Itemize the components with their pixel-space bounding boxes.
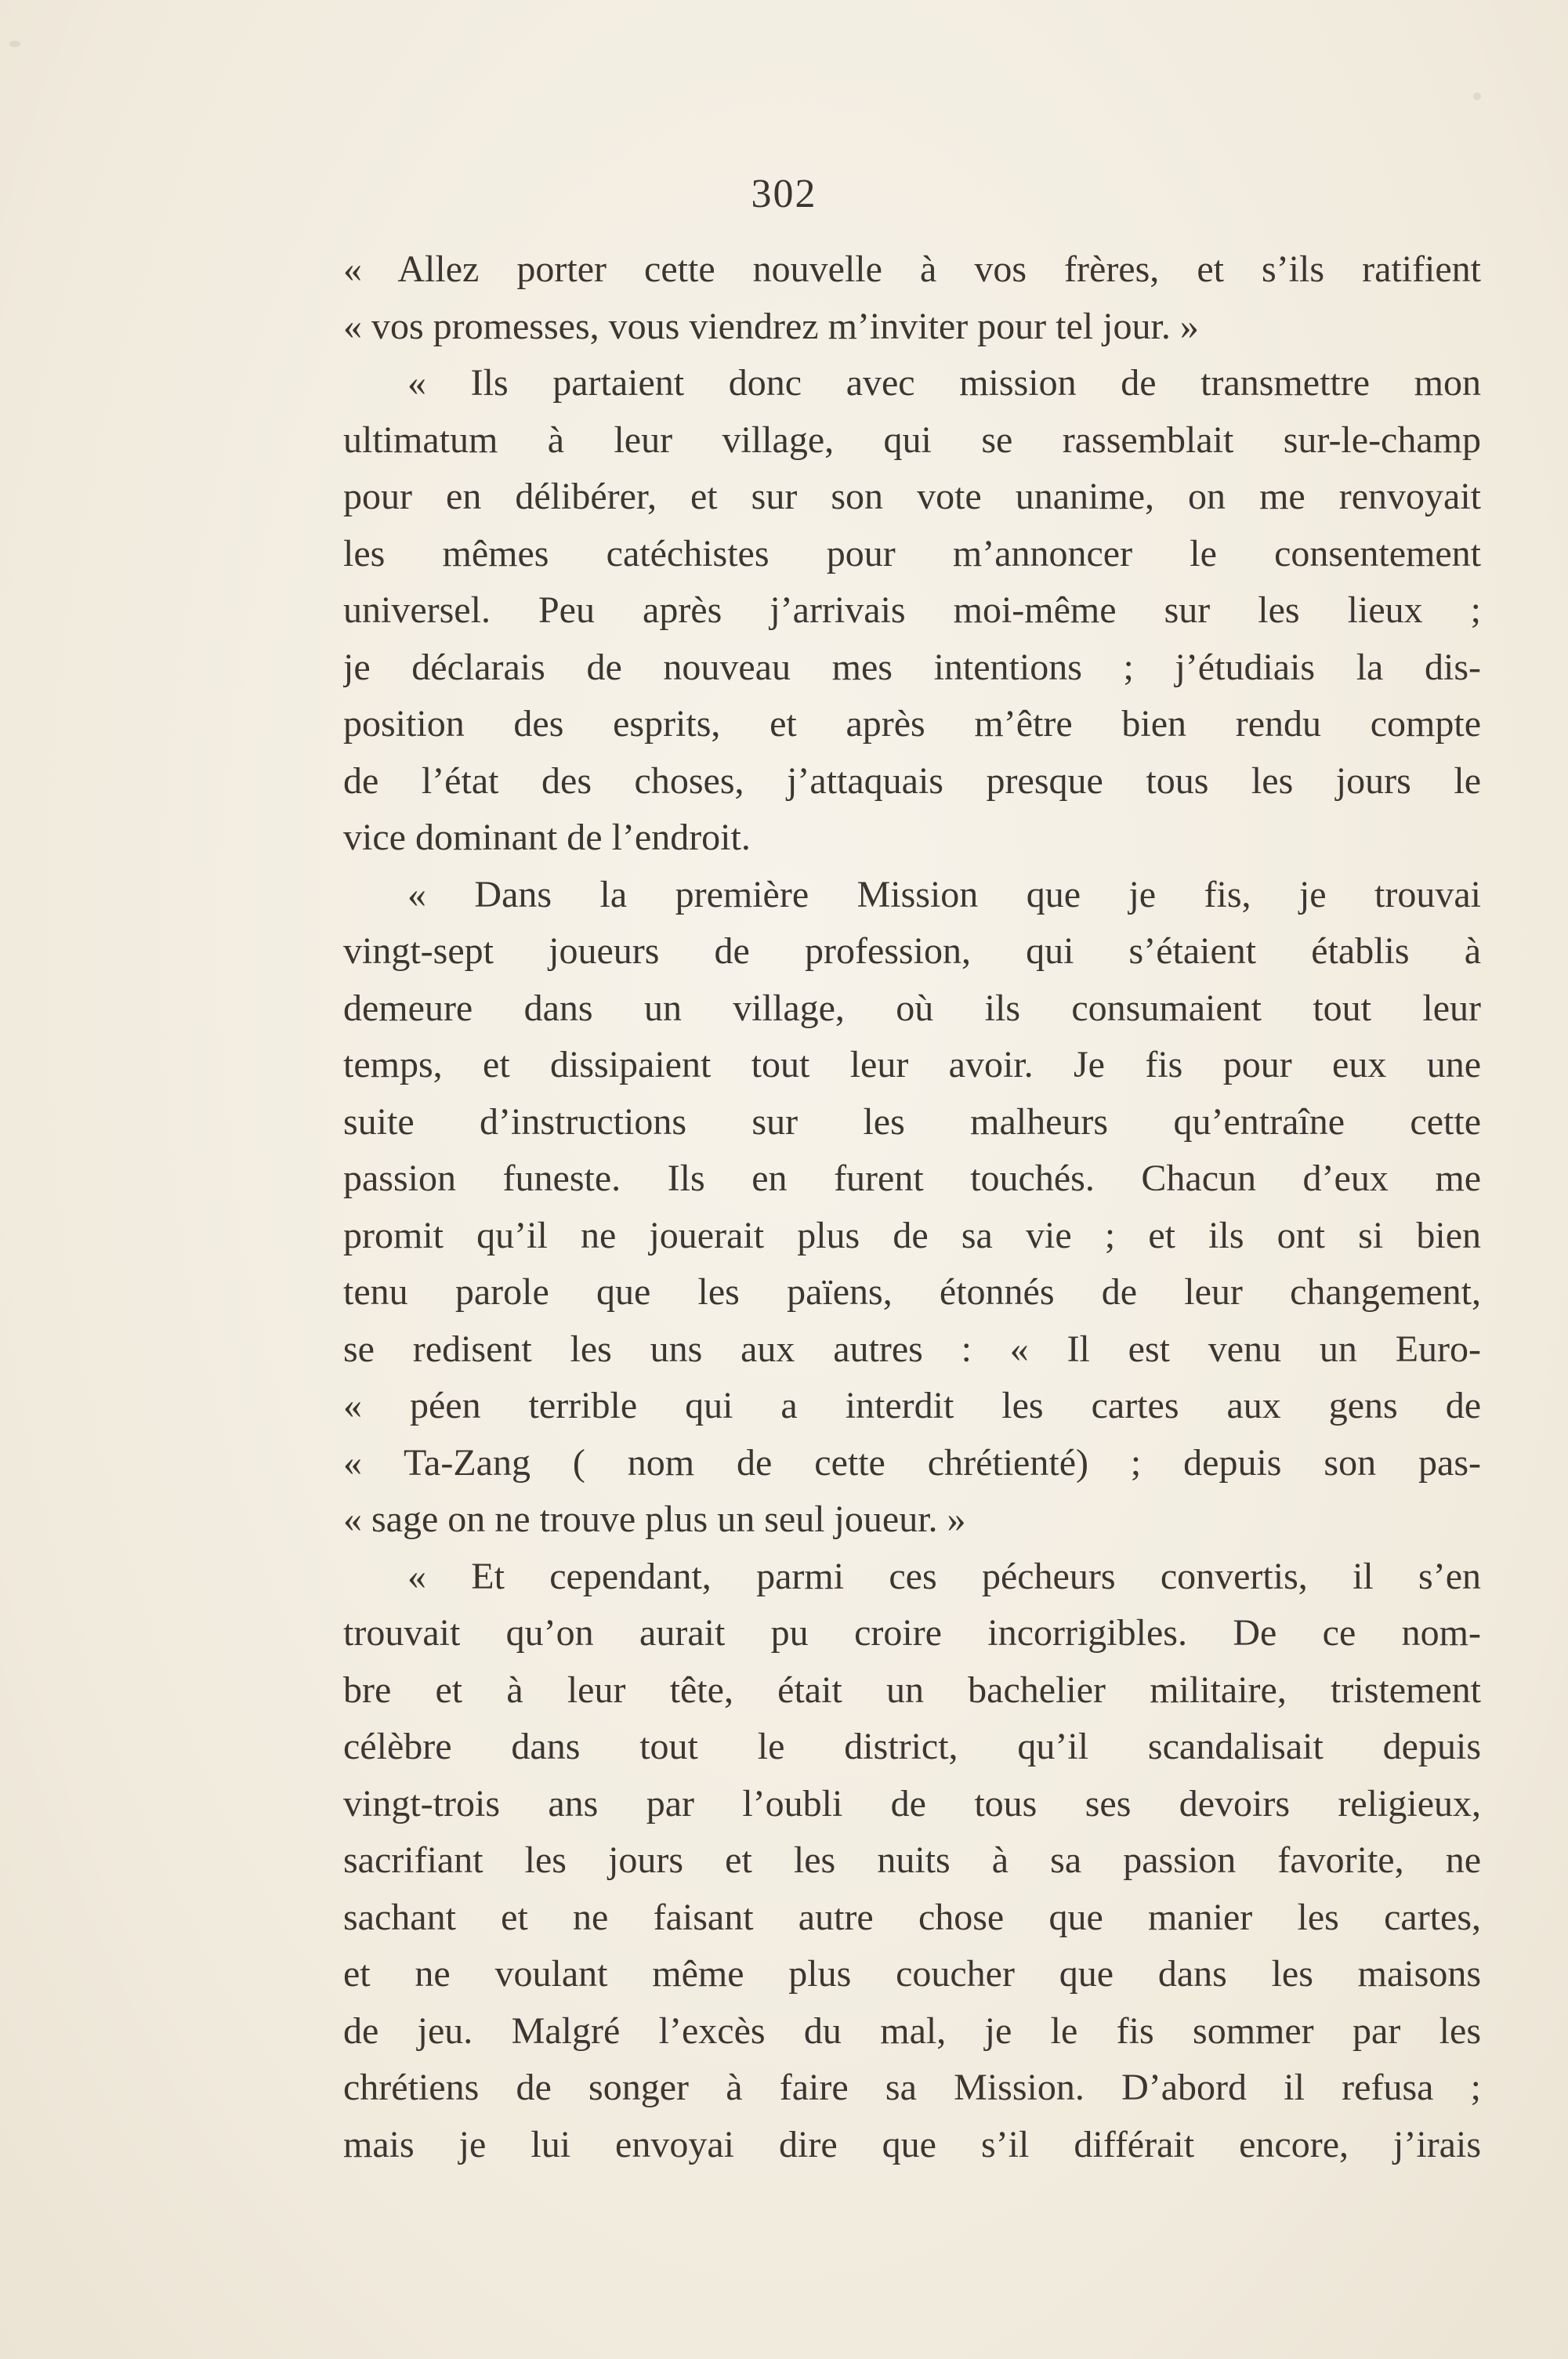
text-line: demeure dans un village, où ils consumaient tout leur bbox=[343, 987, 1481, 1029]
text-line: suite d’instructions sur les malheurs qu’entraîne cette bbox=[343, 1100, 1481, 1143]
text-line: « Ta-Zang ( nom de cette chrétienté) ; depuis son pas- bbox=[343, 1441, 1481, 1484]
text-line: et ne voulant même plus coucher que dans les maisons bbox=[343, 1953, 1481, 1995]
text-line: chrétiens de songer à faire sa Mission. D’abord il refusa ; bbox=[343, 2067, 1481, 2108]
text-line: sachant et ne faisant autre chose que manier les cartes, bbox=[343, 1896, 1481, 1938]
text-line: « Et cependant, parmi ces pécheurs convertis, il s’en bbox=[407, 1555, 1481, 1597]
text-line: « vos promesses, vous viendrez m’inviter pour tel jour. » bbox=[343, 305, 1199, 347]
text-line: vingt-trois ans par l’oubli de tous ses devoirs religieux, bbox=[343, 1782, 1481, 1825]
text-line: « Dans la première Mission que je fis, je trouvai bbox=[407, 873, 1481, 915]
text-line: « Allez porter cette nouvelle à vos frères, et s’ils ratifient bbox=[343, 248, 1481, 290]
text-line: trouvait qu’on aurait pu croire incorrigibles. De ce nom- bbox=[343, 1612, 1481, 1654]
text-line: de l’état des choses, j’attaquais presque tous les jours le bbox=[343, 759, 1481, 802]
text-line: sacrifiant les jours et les nuits à sa passion favorite, ne bbox=[343, 1839, 1481, 1881]
page-stain bbox=[9, 41, 20, 47]
body-text bbox=[343, 241, 1481, 2173]
text-line: « sage on ne trouve plus un seul joueur. » bbox=[343, 1498, 966, 1540]
text-line: je déclarais de nouveau mes intentions ; j’étudiais la dis- bbox=[343, 646, 1481, 688]
text-line: universel. Peu après j’arrivais moi-même sur les lieux ; bbox=[343, 589, 1481, 631]
text-line: célèbre dans tout le district, qu’il scandalisait depuis bbox=[343, 1726, 1481, 1767]
page-stain bbox=[1473, 92, 1481, 100]
text-line: les mêmes catéchistes pour m’annoncer le consentement bbox=[343, 532, 1481, 574]
text-line: mais je lui envoyai dire que s’il différait encore, j’irais bbox=[343, 2123, 1481, 2165]
text-line: pour en délibérer, et sur son vote unanime, on me renvoyait bbox=[343, 476, 1481, 517]
text-line: promit qu’il ne jouerait plus de sa vie ; et ils ont si bien bbox=[343, 1214, 1481, 1256]
text-line: temps, et dissipaient tout leur avoir. Je fis pour eux une bbox=[343, 1044, 1481, 1085]
page-number: 302 bbox=[751, 172, 817, 216]
text-line: ultimatum à leur village, qui se rassemblait sur-le-champ bbox=[343, 419, 1481, 461]
text-line: de jeu. Malgré l’excès du mal, je le fis sommer par les bbox=[343, 2009, 1481, 2052]
text-line: tenu parole que les païens, étonnés de leur changement, bbox=[343, 1271, 1481, 1313]
text-line: « péen terrible qui a interdit les cartes aux gens de bbox=[343, 1385, 1481, 1426]
text-line: se redisent les uns aux autres : « Il est venu un Euro- bbox=[343, 1328, 1481, 1370]
text-line: « Ils partaient donc avec mission de transmettre mon bbox=[407, 362, 1481, 404]
text-line: position des esprits, et après m’être bien rendu compte bbox=[343, 703, 1481, 745]
text-line: passion funeste. Ils en furent touchés. Chacun d’eux me bbox=[343, 1158, 1481, 1199]
text-line: vice dominant de l’endroit. bbox=[343, 817, 751, 858]
text-line: vingt-sept joueurs de profession, qui s’étaient établis à bbox=[343, 930, 1481, 972]
text-line: bre et à leur tête, était un bachelier militaire, tristement bbox=[343, 1669, 1481, 1711]
